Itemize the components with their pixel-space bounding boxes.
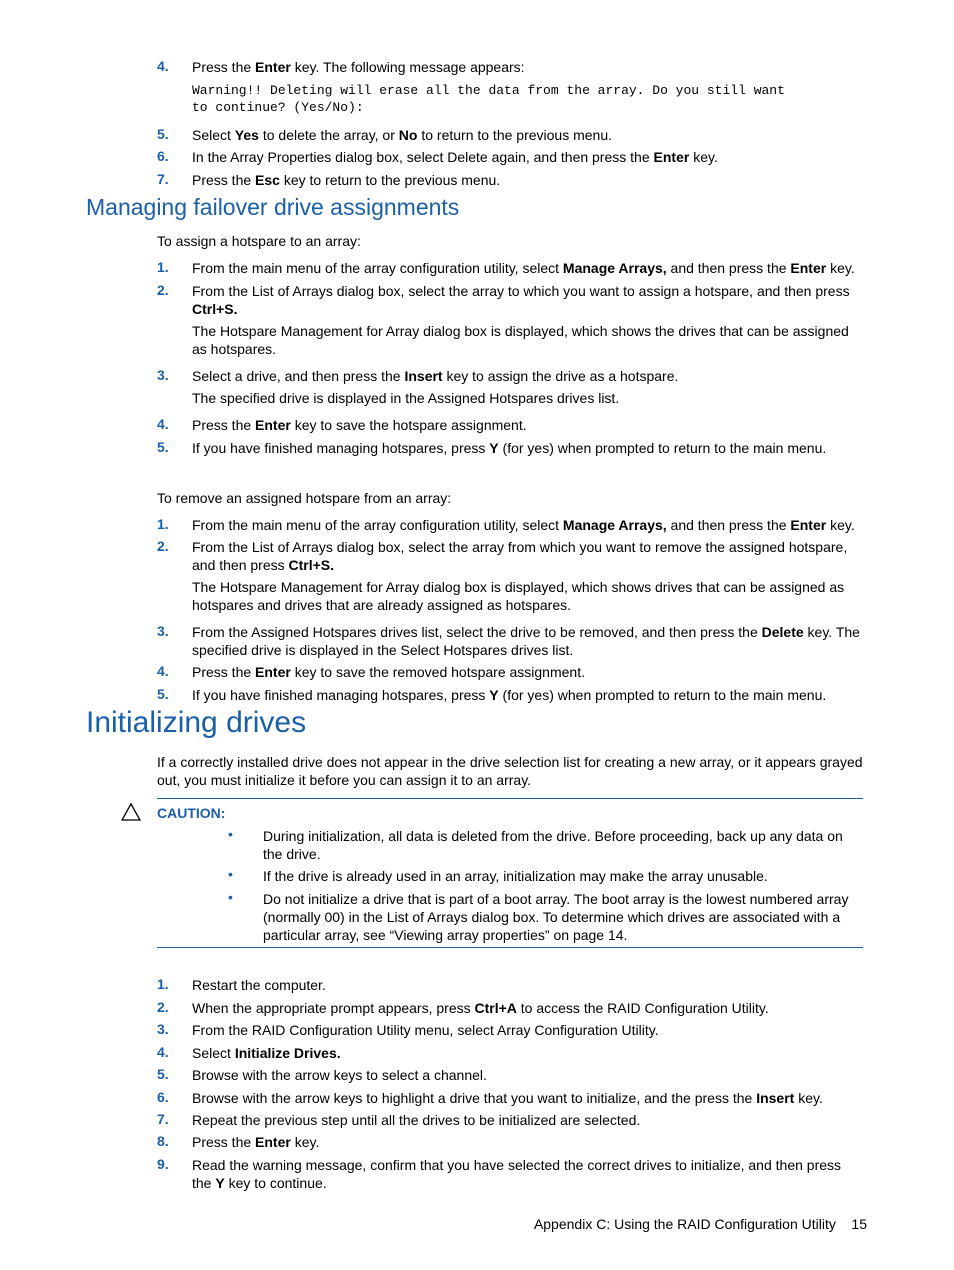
text-run: Press the <box>192 172 256 188</box>
step-note: The specified drive is displayed in the Assigned Hotspares drives list. <box>192 390 620 406</box>
text-run: Read the warning message, confirm that you have selected the correct drives to initialize, and then press the <box>192 1157 842 1191</box>
step-number: 3. <box>157 367 169 383</box>
bold-term: Insert <box>756 1090 795 1106</box>
text-run: to delete the array, or <box>258 127 399 143</box>
text-run: If you have finished managing hotspares, press <box>192 440 490 456</box>
text-run: Press the <box>192 664 256 680</box>
bold-term: No <box>398 127 418 143</box>
bold-term: Enter <box>255 1134 291 1150</box>
text-run: key. <box>290 1134 320 1150</box>
step-number: 5. <box>157 126 169 142</box>
bold-term: Ctrl+S. <box>192 301 238 317</box>
text-run: From the List of Arrays dialog box, select the array from which you want to remove the assigned hotspare, and then press <box>192 539 848 573</box>
step-number: 2. <box>157 999 169 1015</box>
step-number: 2. <box>157 282 169 298</box>
step-text <box>192 686 864 704</box>
step-text <box>192 1133 864 1151</box>
text-run: From the RAID Configuration Utility menu, select Array Configuration Utility. <box>192 1022 659 1038</box>
step-number: 4. <box>157 1044 169 1060</box>
step-number: 4. <box>157 663 169 679</box>
step-text <box>192 1156 864 1192</box>
bullet-icon: • <box>228 866 233 882</box>
bold-term: Initialize Drives. <box>234 1045 341 1061</box>
bold-term: Ctrl+S. <box>288 557 335 573</box>
intro-text: If a correctly installed drive does not appear in the drive selection list for creating a new array, or it appears grayed out, you must initialize it before you can assign it to an array. <box>157 754 863 788</box>
section-heading: Managing failover drive assignments <box>86 194 460 220</box>
step-text <box>192 1044 864 1062</box>
text-run: Press the <box>192 1134 256 1150</box>
step-number: 5. <box>157 686 169 702</box>
step-number: 8. <box>157 1133 169 1149</box>
bold-term: Delete <box>761 624 804 640</box>
step-number: 6. <box>157 148 169 164</box>
text-run: key. The following message appears: <box>290 59 525 75</box>
text-run: and then press the <box>666 260 791 276</box>
step-text <box>192 538 864 574</box>
bold-term: Enter <box>255 59 291 75</box>
step-text <box>192 976 864 994</box>
text-run: When the appropriate prompt appears, press <box>192 1000 475 1016</box>
bold-term: Y <box>489 687 499 703</box>
text-run: Browse with the arrow keys to select a channel. <box>192 1067 487 1083</box>
caution-bullet: Do not initialize a drive that is part of a boot array. The boot array is the lowest numbered array (normally 00) in the List of Arrays dialog box. To determine which drives are associated with a particular array, see “Viewing array properties” on page 14. <box>263 891 849 943</box>
intro-text: To remove an assigned hotspare from an array: <box>157 490 452 506</box>
text-run: to return to the previous menu. <box>417 127 613 143</box>
bold-term: Y <box>489 440 499 456</box>
text-run: Select <box>192 1045 235 1061</box>
text-run: key to continue. <box>224 1175 327 1191</box>
text-run: Press the <box>192 59 256 75</box>
intro-text: To assign a hotspare to an array: <box>157 233 361 249</box>
bullet-icon: • <box>228 889 233 905</box>
page-number: 15 <box>851 1216 867 1232</box>
step-number: 7. <box>157 1111 169 1127</box>
step-number: 4. <box>157 416 169 432</box>
step-text <box>192 1021 864 1039</box>
bold-term: Insert <box>404 368 443 384</box>
step-text <box>192 58 864 76</box>
step-text <box>192 999 864 1017</box>
bold-term: Yes <box>234 127 259 143</box>
text-run: From the main menu of the array configuration utility, select <box>192 517 563 533</box>
step-text <box>192 1066 864 1084</box>
step-number: 4. <box>157 58 169 74</box>
text-run: (for yes) when prompted to return to the main menu. <box>498 440 827 456</box>
text-run: key to save the removed hotspare assignment. <box>290 664 585 680</box>
warning-message: Warning!! Deleting will erase all the data from the array. Do you still want to continue? (Yes/No): <box>192 83 785 115</box>
step-number: 9. <box>157 1156 169 1172</box>
step-number: 1. <box>157 516 169 532</box>
caution-bullet: If the drive is already used in an array, initialization may make the array unusable. <box>263 868 768 884</box>
text-run: key. The specified drive is displayed in the Select Hotspares drives list. <box>192 624 860 658</box>
step-text <box>192 148 864 166</box>
text-run: and then press the <box>666 517 791 533</box>
text-run: key. <box>826 517 855 533</box>
section-heading: Initializing drives <box>86 706 307 739</box>
text-run: From the main menu of the array configuration utility, select <box>192 260 563 276</box>
step-text <box>192 282 864 318</box>
step-text <box>192 439 864 457</box>
caution-top-rule <box>157 798 863 799</box>
text-run: key to assign the drive as a hotspare. <box>442 368 679 384</box>
bold-term: Ctrl+A <box>474 1000 517 1016</box>
step-text <box>192 416 864 434</box>
bold-term: Y <box>215 1175 225 1191</box>
text-run: (for yes) when prompted to return to the main menu. <box>498 687 827 703</box>
bold-term: Enter <box>653 149 690 165</box>
step-text <box>192 663 864 681</box>
caution-label: CAUTION: <box>157 805 226 821</box>
caution-triangle-icon <box>121 803 141 821</box>
text-run: Press the <box>192 417 256 433</box>
text-run: to access the RAID Configuration Utility. <box>516 1000 769 1016</box>
step-number: 6. <box>157 1089 169 1105</box>
bullet-icon: • <box>228 826 233 842</box>
text-run: Select a drive, and then press the <box>192 368 405 384</box>
caution-bottom-rule <box>157 947 863 948</box>
step-number: 3. <box>157 623 169 639</box>
text-run: From the Assigned Hotspares drives list, select the drive to be removed, and then press the <box>192 624 762 640</box>
step-number: 7. <box>157 171 169 187</box>
bold-term: Manage Arrays, <box>562 260 667 276</box>
bold-term: Enter <box>790 517 827 533</box>
step-text <box>192 516 864 534</box>
text-run: Select <box>192 127 235 143</box>
step-number: 1. <box>157 976 169 992</box>
text-run: If you have finished managing hotspares, press <box>192 687 490 703</box>
footer-text: Appendix C: Using the RAID Configuration Utility <box>533 1216 836 1232</box>
bold-term: Manage Arrays, <box>562 517 667 533</box>
step-text <box>192 126 864 144</box>
bold-term: Enter <box>255 664 291 680</box>
text-run: key to save the hotspare assignment. <box>290 417 527 433</box>
text-run: In the Array Properties dialog box, select Delete again, and then press the <box>192 149 654 165</box>
text-run: key. <box>826 260 855 276</box>
text-run: From the List of Arrays dialog box, select the array to which you want to assign a hotspare, and then press <box>192 283 850 299</box>
text-run: key. <box>689 149 718 165</box>
step-number: 5. <box>157 1066 169 1082</box>
step-text <box>192 1089 864 1107</box>
text-run: key. <box>794 1090 823 1106</box>
step-note: The Hotspare Management for Array dialog box is displayed, which shows drives that can be assigned as hotspares and drives that are already assigned as hotspares. <box>192 579 845 613</box>
text-run: Browse with the arrow keys to highlight a drive that you want to initialize, and the press the <box>192 1090 757 1106</box>
step-text <box>192 259 864 277</box>
bold-term: Enter <box>790 260 827 276</box>
bold-term: Esc <box>255 172 280 188</box>
bold-term: Enter <box>255 417 291 433</box>
step-number: 2. <box>157 538 169 554</box>
step-note: The Hotspare Management for Array dialog box is displayed, which shows the drives that can be assigned as hotspares. <box>192 323 849 357</box>
step-text <box>192 171 864 189</box>
step-number: 1. <box>157 259 169 275</box>
step-text <box>192 367 864 385</box>
text-run: key to return to the previous menu. <box>279 172 501 188</box>
step-number: 5. <box>157 439 169 455</box>
step-text <box>192 1111 864 1129</box>
caution-bullet: During initialization, all data is deleted from the drive. Before proceeding, back up any data on the drive. <box>263 828 843 862</box>
step-number: 3. <box>157 1021 169 1037</box>
step-text <box>192 623 864 659</box>
page-footer <box>534 1216 867 1232</box>
text-run: Restart the computer. <box>192 977 326 993</box>
text-run: Repeat the previous step until all the drives to be initialized are selected. <box>192 1112 641 1128</box>
